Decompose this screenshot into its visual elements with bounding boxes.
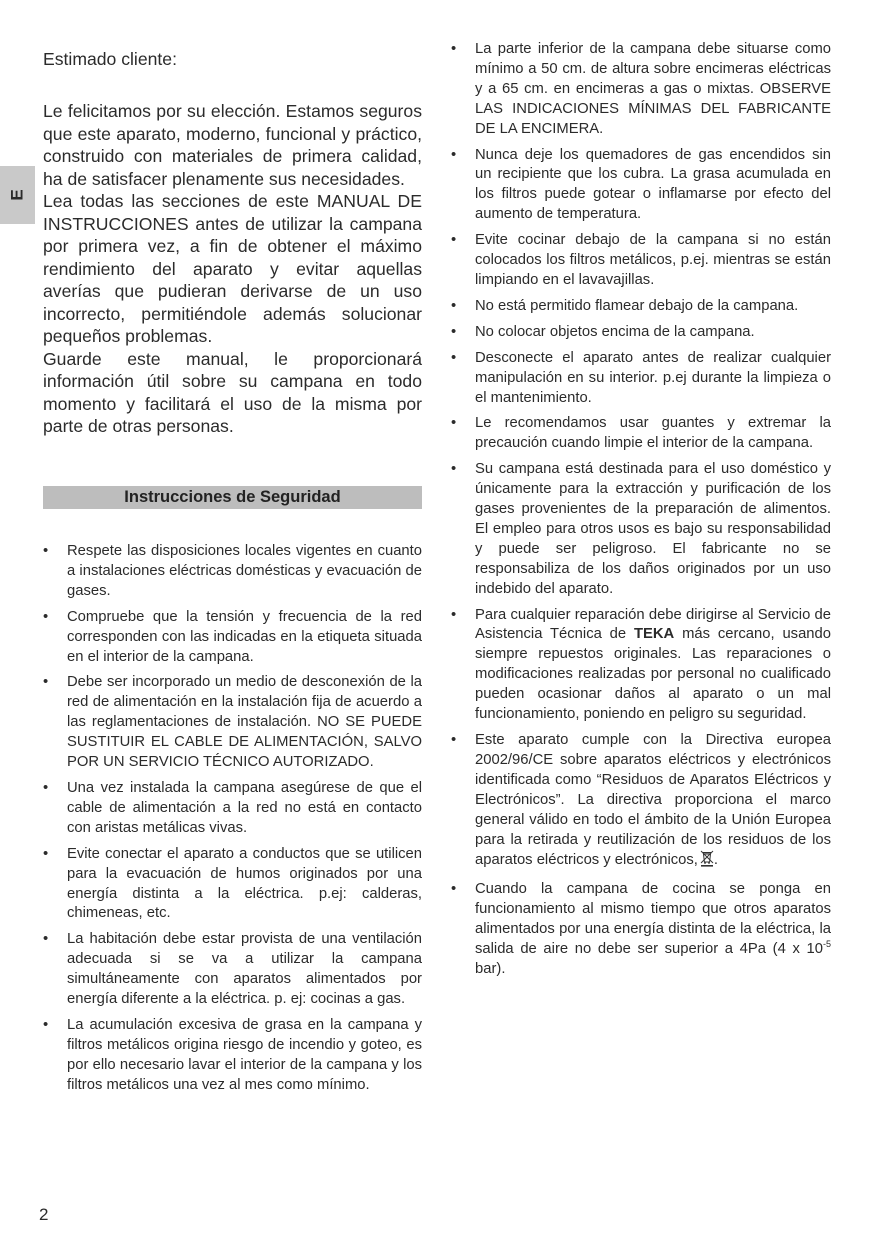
bullet-icon: • xyxy=(43,779,49,796)
language-letter: E xyxy=(7,189,27,201)
list-item-text: Su campana está destinada para el uso doméstico y únicamente para la extracción y purificación de los gases provenientes de la preparación de alimentos. El empleo para otros usos es bajo su responsabilidad y puede ser peligroso. El fabricante no se responsabiliza de los daños originados por un uso indebido del aparato. xyxy=(475,461,831,597)
repair-text-after: más cercano, usando siempre repuestos originales. Las reparaciones o modificaciones realizadas por personal no cualificado pueden ocasionar daños al aparato o un mal funcionamiento, poniendo en peligro su seguridad. xyxy=(475,626,831,723)
bullet-icon: • xyxy=(451,415,457,432)
intro-paragraph: Lea todas las secciones de este MANUAL DE INSTRUCCIONES antes de utilizar la campana por primera vez, a fin de obtener el máximo rendimiento del aparato y evitar aquellas averías que pudieran derivarse de un uso incorrecto, permitiéndole además solucionar pequeños problemas. xyxy=(43,191,422,346)
list-item-text: Nunca deje los quemadores de gas encendidos sin un recipiente que los cubra. La grasa acumulada en los filtros puede gotear o inflamarse por efecto del aumento de temperatura. xyxy=(475,146,831,223)
list-item-text: Debe ser incorporado un medio de desconexión de la red de alimentación en la instalación fija de acuerdo a las reglamentaciones de instalación. NO SE PUEDE SUSTITUIR EL CABLE DE ALIMENTACIÓN, SALVO POR UN SERVICIO TÉCNICO AUTORIZADO. xyxy=(67,674,422,771)
pressure-text-after: bar). xyxy=(475,960,506,977)
list-item xyxy=(451,297,831,317)
list-item-text: Desconecte el aparato antes de realizar cualquier manipulación en su interior. p.ej durante la limpieza o el mantenimiento. xyxy=(475,349,831,406)
list-item-text: No colocar objetos encima de la campana. xyxy=(475,323,755,340)
list-item xyxy=(43,673,422,773)
list-item-text: La parte inferior de la campana debe situarse como mínimo a 50 cm. de altura sobre encimeras eléctricas y a 65 cm. en encimeras a gas o mixtas. OBSERVE LAS INDICACIONES MÍNIMAS DEL FABRICANTE DE LA ENCIMERA. xyxy=(475,41,831,137)
pressure-text-before: Cuando la campana de cocina se ponga en funcionamiento al mismo tiempo que otros aparatos alimentados por una energía distinta de la eléctrica, la salida de aire no debe ser superior a 4Pa (4 x 10 xyxy=(475,881,831,958)
list-item-text: La acumulación excesiva de grasa en la campana y filtros metálicos origina riesgo de incendio y goteo, es por ello necesario lavar el interior de la campana y los filtros metálicos una vez al mes como mínimo. xyxy=(67,1016,422,1093)
list-item xyxy=(451,323,831,343)
section-heading: Instrucciones de Seguridad xyxy=(43,486,422,509)
bullet-icon: • xyxy=(451,323,457,340)
list-item-text: Evite conectar el aparato a conductos que se utilicen para la evacuación de humos originados por una energía distinta a la eléctrica. p.ej: calderas, chimeneas, etc. xyxy=(67,845,422,922)
bullet-icon: • xyxy=(43,931,49,948)
right-column xyxy=(451,40,831,986)
bullet-icon: • xyxy=(43,608,49,625)
intro-paragraph: Le felicitamos por su elección. Estamos seguros que este aparato, moderno, funcional y práctico, construido con materiales de primera calidad, ha de satisfacer plenamente sus necesidades. xyxy=(43,101,422,189)
list-item xyxy=(451,460,831,599)
bullet-icon: • xyxy=(43,543,49,559)
bullet-icon: • xyxy=(451,146,457,163)
list-item xyxy=(451,880,831,980)
list-item-text: La habitación debe estar provista de una ventilación adecuada si se va a utilizar la campana simultáneamente con aparatos alimentados por energía diferente a la eléctrica. p. ej: cocinas a gas. xyxy=(67,931,422,1008)
list-item xyxy=(451,146,831,226)
list-item-text: No está permitido flamear debajo de la campana. xyxy=(475,297,799,314)
list-item-text xyxy=(475,607,831,723)
brand-name: TEKA xyxy=(633,626,675,643)
list-item xyxy=(451,731,831,874)
list-item-text: Una vez instalada la campana asegúrese de que el cable de alimentación a la red no está en contacto con aristas metálicas vivas. xyxy=(67,779,422,836)
page-number: 2 xyxy=(39,1205,49,1224)
bullet-icon: • xyxy=(43,674,49,691)
list-item xyxy=(451,414,831,454)
language-tab xyxy=(0,166,35,224)
repair-text-before: Para cualquier reparación debe dirigirse al Servicio de Asistencia Técnica de xyxy=(475,606,831,643)
list-item xyxy=(43,608,422,668)
list-item xyxy=(451,231,831,291)
intro-paragraph: Guarde este manual, le proporcionará información útil sobre su campana en todo momento y facilitará el uso de la misma por parte de otras personas. xyxy=(43,348,422,436)
bullet-icon: • xyxy=(451,881,457,898)
directive-text: Este aparato cumple con la Directiva europea 2002/96/CE sobre aparatos eléctricos y electrónicos identificada como “Residuos de Aparatos Eléctricos y Electrónicos”. La directiva proporciona el marco general válido en todo el ámbito de la Unión Europea para la retirada y reutilización de los residuos de los aparatos eléctricos y electrónicos, xyxy=(475,732,831,869)
list-item xyxy=(43,542,422,602)
list-item xyxy=(43,779,422,839)
list-item xyxy=(43,930,422,1010)
intro-text xyxy=(43,100,422,438)
list-item-text: Compruebe que la tensión y frecuencia de la red corresponden con las indicadas en la etiqueta situada en el interior de la campana. xyxy=(67,608,422,665)
list-item-text xyxy=(475,881,831,977)
bullet-icon: • xyxy=(451,349,457,366)
pressure-exponent: -5 xyxy=(822,939,831,950)
safety-list-right xyxy=(451,40,831,980)
greeting: Estimado cliente: xyxy=(43,49,177,69)
bullet-icon: • xyxy=(43,1016,49,1033)
list-item xyxy=(451,40,831,140)
list-item-text: Respete las disposiciones locales vigentes en cuanto a instalaciones eléctricas domésticas y evacuación de gases. xyxy=(67,543,422,599)
list-item-text: Le recomendamos usar guantes y extremar la precaución cuando limpie el interior de la campana. xyxy=(475,415,831,452)
bullet-icon: • xyxy=(451,41,457,57)
list-item-text: Evite cocinar debajo de la campana si no están colocados los filtros metálicos, p.ej. mientras se están limpiando en el lavavajillas. xyxy=(475,232,831,288)
list-item xyxy=(43,1016,422,1096)
safety-list-left xyxy=(43,542,422,1102)
list-item xyxy=(451,606,831,725)
list-item xyxy=(43,845,422,925)
bullet-icon: • xyxy=(451,297,457,314)
bullet-icon: • xyxy=(43,845,49,862)
bullet-icon: • xyxy=(451,461,457,478)
list-item xyxy=(451,349,831,409)
list-item-text xyxy=(475,732,831,868)
weee-bin-icon xyxy=(700,850,714,874)
bullet-icon: • xyxy=(451,606,457,623)
bullet-icon: • xyxy=(451,732,457,748)
bullet-icon: • xyxy=(451,232,457,249)
directive-end: . xyxy=(713,852,719,869)
